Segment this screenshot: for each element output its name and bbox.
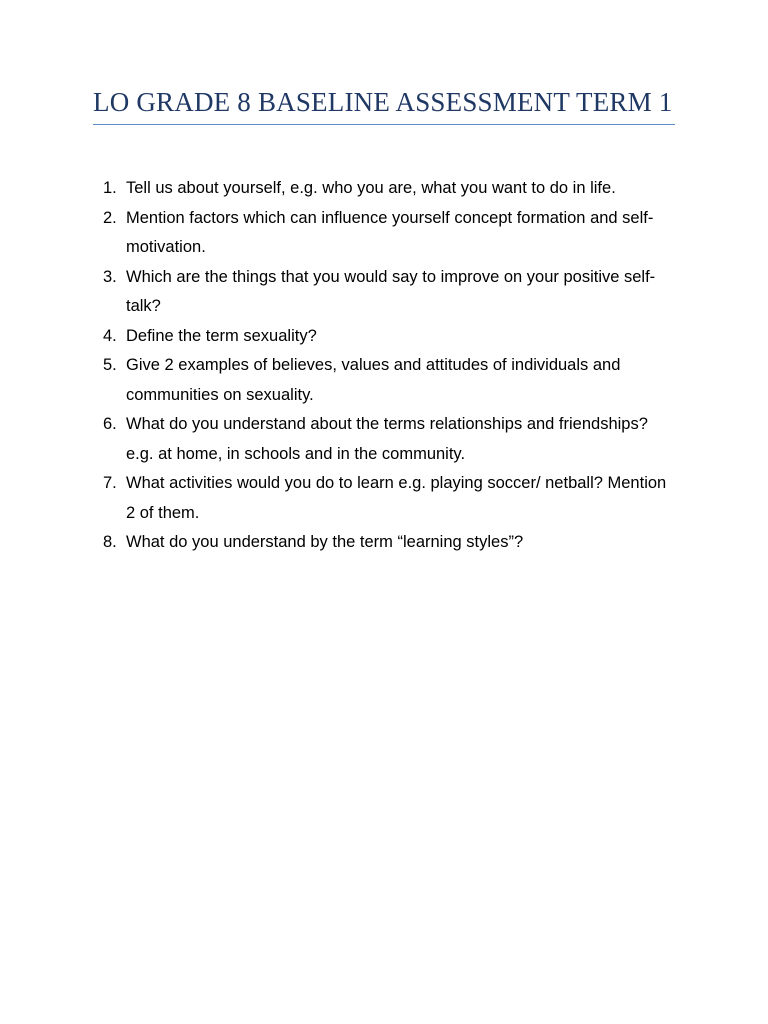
question-number: 8. [103,533,117,551]
question-text: Tell us about yourself, e.g. who you are, what you want to do in life. [126,179,616,197]
question-text: What do you understand about the terms relationships and friendships? e.g. at home, in schools and in the community. [126,415,648,463]
document-title: LO GRADE 8 BASELINE ASSESSMENT TERM 1 [93,87,673,117]
question-item [0,263,768,322]
question-number: 2. [103,208,117,227]
question-list [0,174,768,558]
question-text: Give 2 examples of believes, values and attitudes of individuals and communities on sexuality. [126,356,621,404]
question-text: What activities would you do to learn e.g. playing soccer/ netball? Mention 2 of them. [126,474,667,522]
question-item [0,351,768,410]
question-text: Mention factors which can influence yourself concept formation and self-motivation. [126,208,654,256]
question-item [0,174,768,204]
question-number: 7. [103,474,117,492]
title-underline [93,124,675,125]
question-item [0,322,768,352]
question-item [0,528,768,558]
question-text: Define the term sexuality? [126,326,317,345]
question-number: 3. [103,267,117,286]
question-text: What do you understand by the term “learning styles”? [126,533,524,551]
question-number: 6. [103,415,117,433]
question-item [0,469,768,528]
question-number: 1. [103,179,117,197]
question-text: Which are the things that you would say to improve on your positive self-talk? [126,267,656,315]
question-item [0,410,768,469]
question-number: 4. [103,326,117,345]
question-item [0,204,768,263]
question-number: 5. [103,356,117,374]
